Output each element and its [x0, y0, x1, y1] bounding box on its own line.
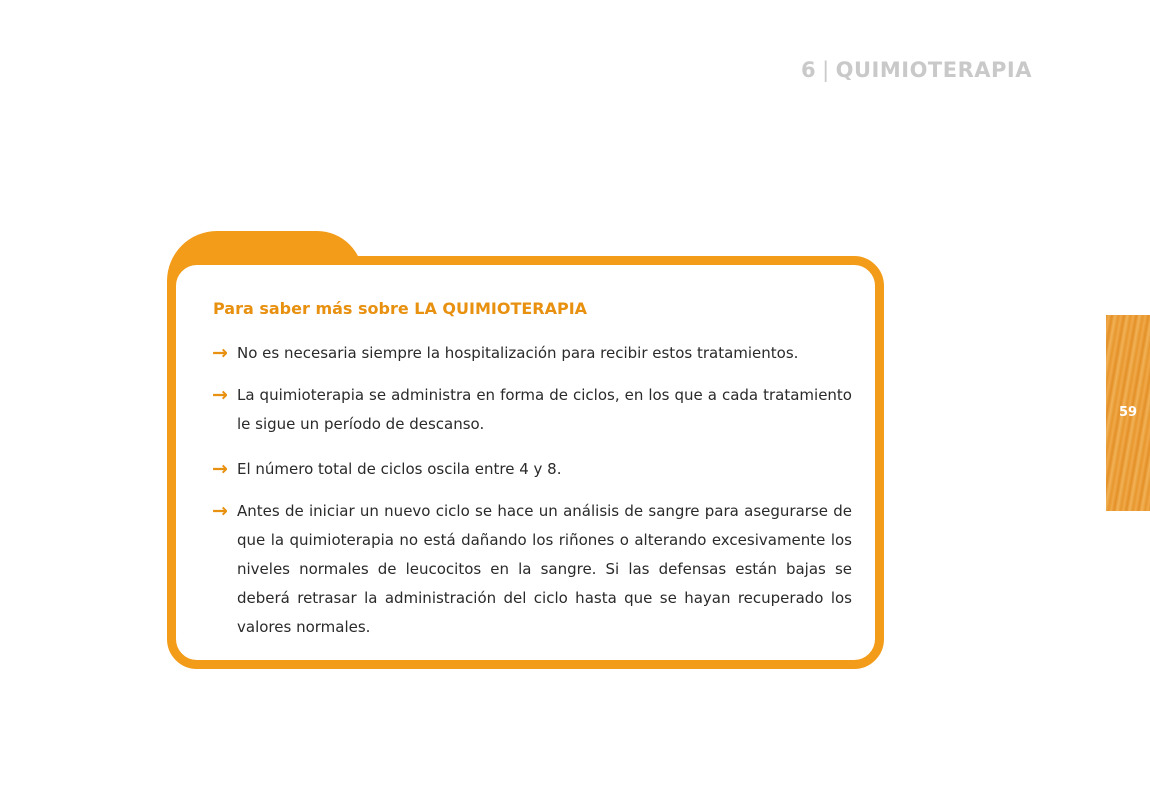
chapter-header — [801, 58, 1032, 82]
list-item — [212, 339, 852, 368]
page-side-tab — [1106, 315, 1150, 511]
info-box — [167, 256, 884, 669]
arrow-right-icon: → — [212, 458, 228, 480]
page-number: 59 — [1118, 405, 1138, 420]
list-item-text: La quimioterapia se administra en forma de ciclos, en los que a cada tratamiento le sigue un período de descanso. — [237, 386, 852, 433]
list-item — [212, 497, 852, 642]
chapter-number: 6 — [800, 58, 817, 82]
list-item — [212, 381, 852, 439]
arrow-right-icon: → — [212, 384, 228, 406]
arrow-right-icon: → — [212, 342, 228, 364]
info-box-title: Para saber más sobre LA QUIMIOTERAPIA — [213, 299, 588, 318]
chapter-title: QUIMIOTERAPIA — [835, 58, 1032, 82]
chapter-separator: | — [822, 58, 830, 82]
arrow-right-icon: → — [212, 500, 228, 522]
list-item-text: El número total de ciclos oscila entre 4 y 8. — [237, 460, 562, 478]
list-item — [212, 455, 852, 484]
list-item-text: No es necesaria siempre la hospitalización para recibir estos tratamientos. — [237, 344, 799, 362]
list-item-text: Antes de iniciar un nuevo ciclo se hace un análisis de sangre para asegurarse de que la quimioterapia no está dañando los riñones o alterando excesivamente los niveles normales de leucocitos en la sangre. Si las defensas están bajas se deberá retrasar la administración del ciclo hasta que se hayan recuperado los valores normales. — [237, 502, 852, 636]
